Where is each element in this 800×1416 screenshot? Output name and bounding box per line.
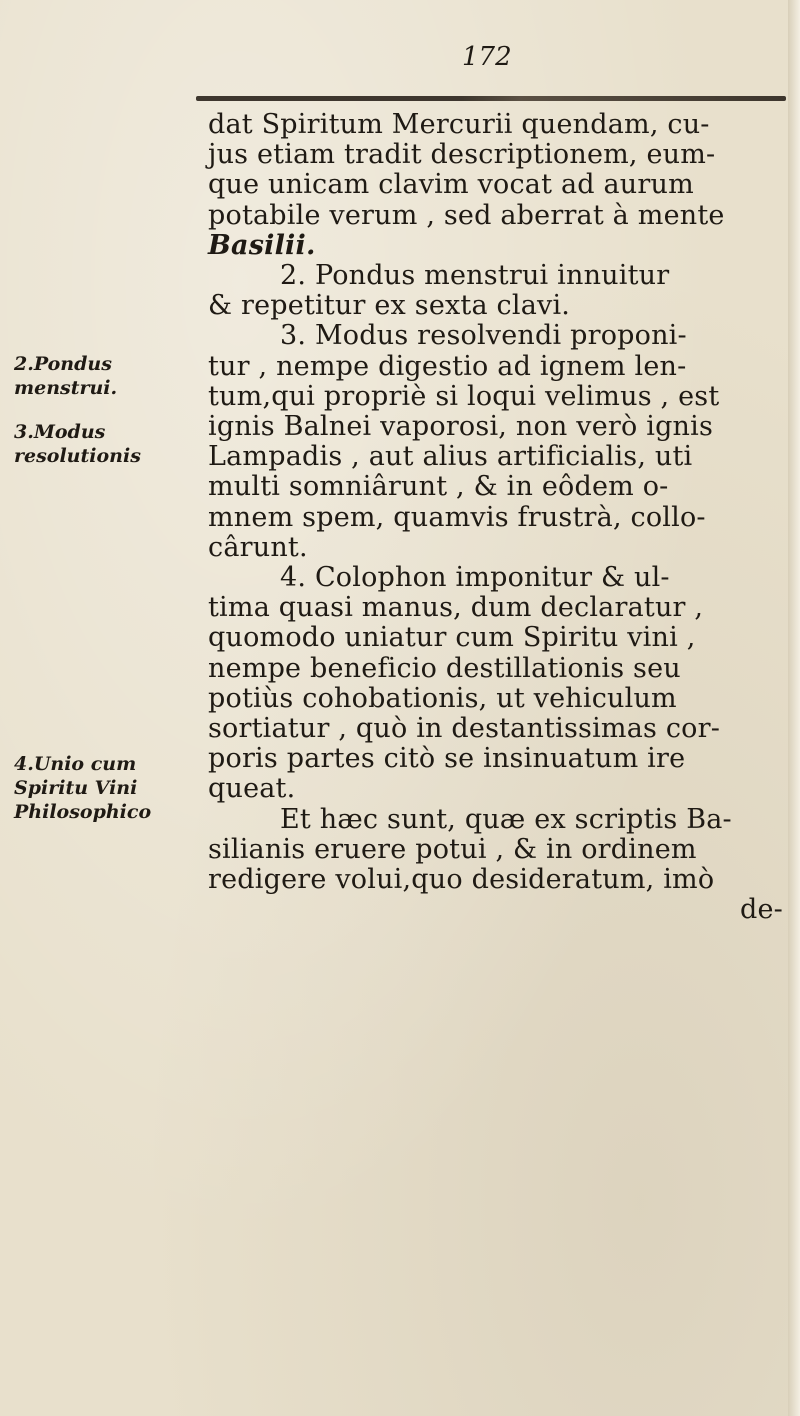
catchword: de- bbox=[740, 894, 783, 926]
body-text bbox=[208, 110, 783, 925]
text-line: ignis Balnei vaporosi, non verò ignis bbox=[208, 411, 714, 443]
page-number: 172 bbox=[462, 42, 512, 72]
text-line: potiùs cohobationis, ut vehiculum bbox=[208, 682, 677, 714]
margin-note-unio bbox=[14, 752, 204, 824]
text-line: redigere volui,quo desideratum, imò bbox=[208, 864, 715, 896]
margin-note-line: Philosophico bbox=[14, 801, 152, 823]
margin-note-line: resolutionis bbox=[14, 445, 141, 467]
text-line: mnem spem, quamvis frustrà, collo- bbox=[208, 501, 706, 533]
text-line: queat. bbox=[208, 773, 296, 805]
text-line: tima quasi manus, dum declaratur , bbox=[208, 592, 704, 624]
text-line: & repetitur ex sexta clavi. bbox=[208, 290, 571, 322]
page-edge bbox=[788, 0, 800, 1416]
margin-note-line: 3.Modus bbox=[14, 421, 106, 443]
text-line: multi somniârunt , & in eôdem o- bbox=[208, 471, 669, 503]
margin-note-line: 4.Unio cum bbox=[14, 753, 137, 775]
text-line: tur , nempe digestio ad ignem len- bbox=[208, 350, 687, 382]
margin-note-pondus bbox=[14, 352, 204, 400]
margin-note-line: Spiritu Vini bbox=[14, 777, 138, 799]
text-line: Lampadis , aut alius artificialis, uti bbox=[208, 441, 693, 473]
text-line: tum,qui propriè si loqui velimus , est bbox=[208, 380, 720, 412]
text-line: cârunt. bbox=[208, 531, 308, 563]
text-line: jus etiam tradit descriptionem, eum- bbox=[208, 139, 716, 171]
text-line: quomodo uniatur cum Spiritu vini , bbox=[208, 622, 696, 654]
margin-note-modus bbox=[14, 420, 204, 468]
text-line: que unicam clavim vocat ad aurum bbox=[208, 169, 694, 201]
text-line: 2. Pondus menstrui innuitur bbox=[280, 260, 670, 292]
text-line: sortiatur , quò in destantissimas cor- bbox=[208, 713, 721, 745]
text-line: Basilii. bbox=[208, 229, 316, 261]
text-line: potabile verum , sed aberrat à mente bbox=[208, 199, 725, 231]
header-rule bbox=[196, 96, 786, 101]
margin-note-line: 2.Pondus bbox=[14, 353, 112, 375]
text-line: silianis eruere potui , & in ordinem bbox=[208, 833, 697, 865]
text-line: 4. Colophon imponitur & ul- bbox=[280, 562, 670, 594]
text-line: 3. Modus resolvendi proponi- bbox=[280, 320, 687, 352]
margin-note-line: menstrui. bbox=[14, 377, 118, 399]
text-line: nempe beneficio destillationis seu bbox=[208, 652, 681, 684]
text-line: Et hæc sunt, quæ ex scriptis Ba- bbox=[280, 803, 732, 835]
text-line: dat Spiritum Mercurii quendam, cu- bbox=[208, 109, 710, 140]
text-line: poris partes citò se insinuatum ire bbox=[208, 743, 686, 775]
